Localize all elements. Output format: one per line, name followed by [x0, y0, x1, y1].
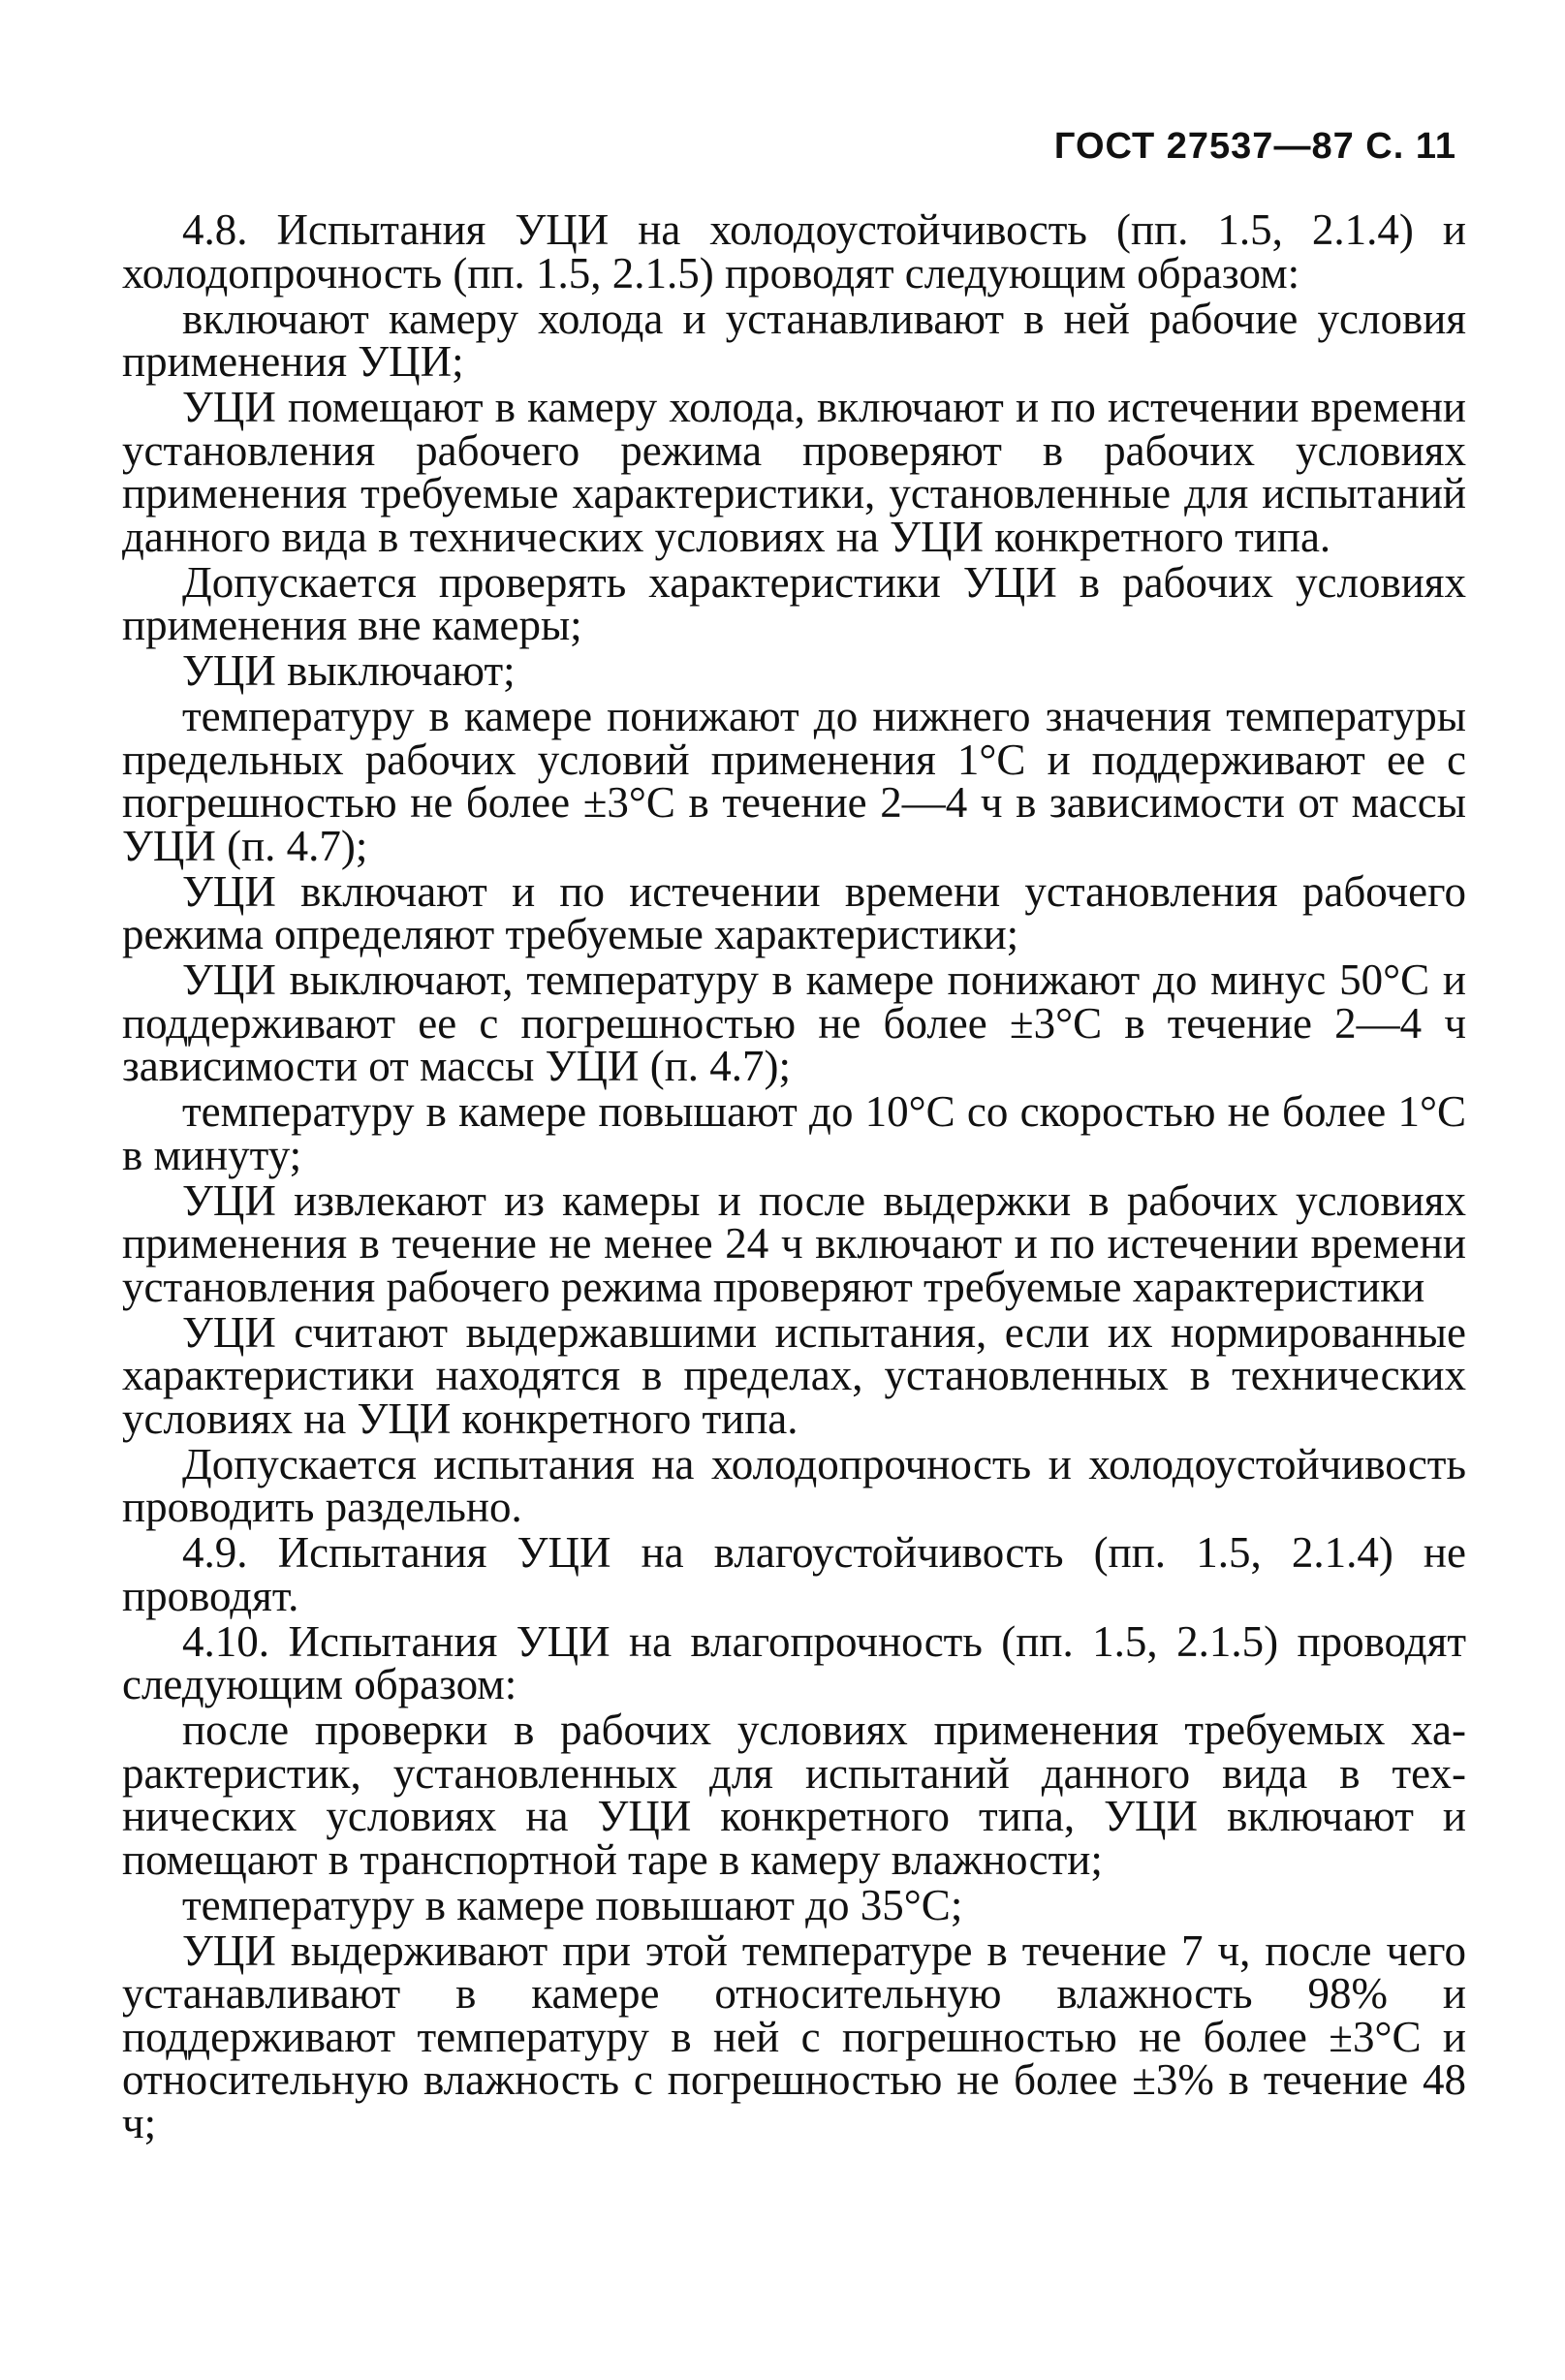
- paragraph: УЦИ извлекают из камеры и после выдержки в рабочих условиях применения в течение не менее 24 ч включают и по истечении времени установления рабочего режима проверяют требуемые характеристики: [122, 1175, 1466, 1311]
- document-body: [122, 205, 1466, 2147]
- paragraph: УЦИ выключают, температуру в камере понижают до минус 50°С и поддерживают ее с погрешностью не более ±3°С в течение 2—4 ч зависимости от массы УЦИ (п. 4.7);: [122, 955, 1466, 1090]
- paragraph: Допускается испытания на холодопрочность и холодоустойчивость проводить раздельно.: [122, 1439, 1466, 1531]
- paragraph: УЦИ считают выдержавшими испытания, если их нормированные характеристики находятся в пределах, установленных в технических условиях на УЦИ конкретного типа.: [122, 1307, 1466, 1443]
- paragraph: температуру в камере повышают до 35°С;: [182, 1880, 963, 1929]
- paragraph: после проверки в рабочих условиях применения требуемых характеристик, установленных для испытаний данного вида в технических условиях на УЦИ конкретного типа, УЦИ включают и помещают в транспортной таре в камеру влажности;: [122, 1706, 1466, 1884]
- paragraph: УЦИ выдерживают при этой температуре в течение 7 ч, после чего устанавливают в камере относительную влажность 98% и поддерживают температуру в ней с погрешностью не более ±3°С и относительную влажность с погрешностью не более ±3% в течение 48 ч;: [122, 1926, 1466, 2147]
- paragraph: температуру в камере повышают до 10°С со скоростью не более 1°С в минуту;: [122, 1087, 1466, 1179]
- paragraph: УЦИ включают и по истечении времени установления рабочего режима определяют требуемые характеристики;: [122, 866, 1466, 958]
- paragraph: включают камеру холода и устанавливают в ней рабочие условия применения УЦИ;: [122, 294, 1466, 386]
- paragraph: 4.9. Испытания УЦИ на влагоустойчивость (пп. 1.5, 2.1.4) не проводят.: [122, 1528, 1466, 1620]
- paragraph: 4.8. Испытания УЦИ на холодоустойчивость (пп. 1.5, 2.1.4) и холодопрочность (пп. 1.5, 2.1.5) проводят следующим образом:: [122, 205, 1466, 298]
- paragraph: 4.10. Испытания УЦИ на влагопрочность (пп. 1.5, 2.1.5) проводят следующим образом:: [122, 1616, 1466, 1708]
- paragraph: Допускается проверять характеристики УЦИ в рабочих условиях применения вне камеры;: [122, 557, 1466, 649]
- paragraph: УЦИ помещают в камеру холода, включают и по истечении времени установления рабочего режима проверяют в рабочих условиях применения требуемые характеристики, установленные для испытаний данного вида в технических условиях на УЦИ конкретного типа.: [122, 383, 1466, 561]
- paragraph: УЦИ выключают;: [182, 646, 516, 695]
- paragraph: температуру в камере понижают до нижнего значения температуры предельных рабочих условий применения 1°С и поддерживают ее с погрешностью не более ±3°С в течение 2—4 ч в зависимости от массы УЦИ (п. 4.7);: [122, 692, 1466, 870]
- page-header: ГОСТ 27537—87 С. 11: [1053, 126, 1456, 167]
